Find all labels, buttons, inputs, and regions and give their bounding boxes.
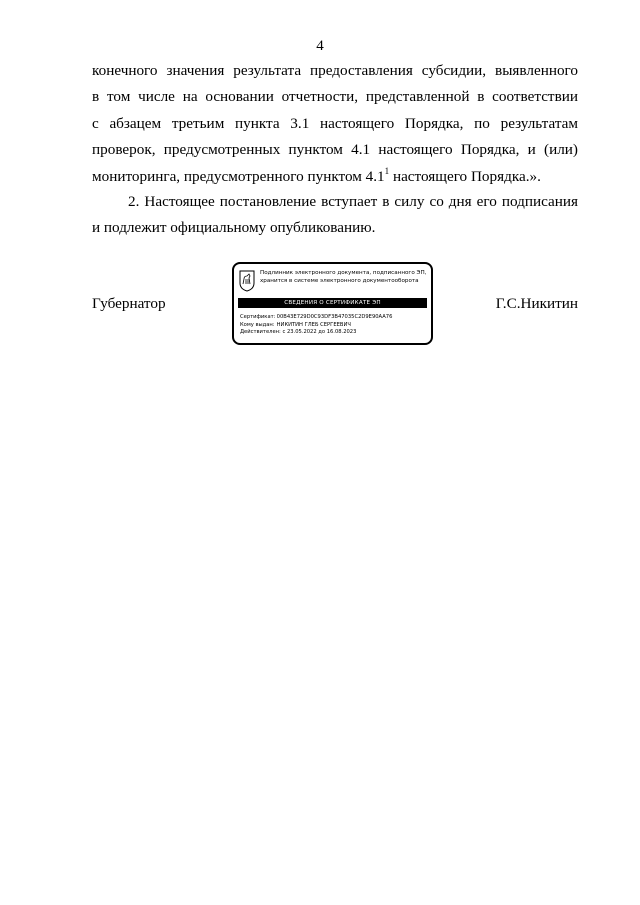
text-segment: настоящего Порядка.». (389, 167, 541, 185)
certificate-row (240, 314, 392, 322)
page-number: 4 (316, 38, 324, 54)
signatory-name: Г.С.Никитин (495, 295, 578, 312)
validity-value: с 23.05.2022 до 16.08.2023 (282, 329, 357, 335)
certificate-label: Сертификат: (240, 314, 276, 320)
text-line: с абзацем третьим пункта 3.1 настоящего Порядка, по результатам (92, 114, 578, 132)
superscript: 1 (384, 165, 390, 176)
text-line (92, 164, 578, 190)
validity-label: Действителен: (240, 329, 281, 335)
text-line: в том числе на основании отчетности, представленной в соответствии (92, 88, 578, 106)
stamp-header-line: хранится в системе электронного документооборота (260, 277, 419, 284)
text-segment: мониторинга, предусмотренного пунктом 4.1 (92, 167, 385, 185)
certificate-value: 00B43E729D0C93DF3B47035C2D9E90AA76 (276, 314, 393, 320)
certificate-info-banner: СВЕДЕНИЯ О СЕРТИФИКАТЕ ЭП (238, 298, 427, 308)
stamp-header (260, 270, 426, 285)
validity-row (240, 329, 392, 337)
paragraph-2 (92, 189, 578, 242)
paragraph-1 (92, 58, 578, 190)
issued-to-row (240, 322, 392, 330)
text-line: проверок, предусмотренных пунктом 4.1 настоящего Порядка, и (или) (92, 141, 578, 159)
electronic-signature-stamp (232, 262, 433, 345)
certificate-details (240, 314, 392, 337)
issued-to-label: Кому выдан: (240, 321, 275, 328)
stamp-header-line: Подлинник электронного документа, подписанного ЭП, (260, 270, 427, 276)
issued-to-value: НИКИТИН ГЛЕБ СЕРГЕЕВИЧ (276, 321, 351, 328)
text-line: и подлежит официальному опубликованию. (92, 219, 376, 237)
text-line: конечного значения результата предоставления субсидии, выявленного (92, 62, 578, 79)
text-line: 2. Настоящее постановление вступает в силу со дня его подписания (128, 193, 578, 210)
coat-of-arms-icon (239, 270, 255, 292)
signatory-position: Губернатор (92, 295, 166, 312)
